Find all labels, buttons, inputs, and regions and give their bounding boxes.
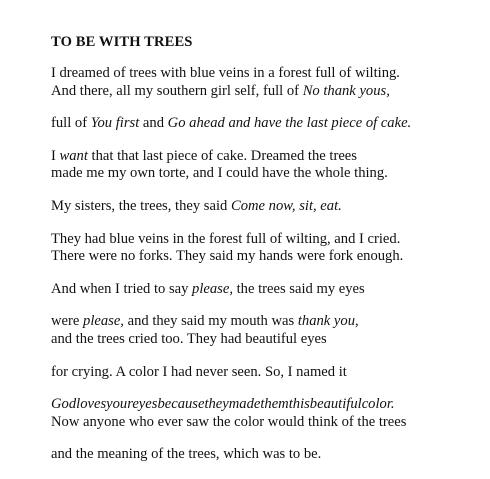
stanza bbox=[51, 364, 481, 382]
text-segment: and the meaning of the trees, which was to be. bbox=[51, 446, 322, 463]
text-segment: were bbox=[51, 313, 84, 330]
poem-line bbox=[51, 65, 481, 83]
text-segment: I dreamed of trees with blue veins in a forest full of wilting. bbox=[51, 65, 400, 81]
text-segment: full of bbox=[51, 115, 91, 132]
stanza bbox=[51, 115, 481, 133]
poem-line bbox=[51, 364, 481, 382]
stanza bbox=[51, 281, 481, 299]
poem-line bbox=[51, 446, 481, 464]
poem-line bbox=[51, 231, 481, 249]
italic-text: Come now, sit, eat. bbox=[230, 197, 342, 214]
text-segment: And when I tried to say bbox=[51, 280, 193, 297]
poem-line bbox=[51, 115, 481, 133]
italic-text: thank you, bbox=[297, 313, 359, 330]
poem-line bbox=[51, 165, 481, 183]
text-segment: and the trees cried too. They had beautiful eyes bbox=[51, 330, 327, 347]
text-segment: Now anyone who ever saw the color would think of the trees bbox=[51, 413, 407, 430]
italic-text: You first bbox=[90, 115, 140, 132]
poem-page bbox=[51, 33, 481, 479]
poem-line bbox=[51, 83, 481, 101]
poem-line bbox=[51, 313, 481, 331]
italic-text: please, bbox=[192, 280, 233, 297]
italic-text: want bbox=[59, 147, 88, 164]
poem-body bbox=[51, 65, 481, 464]
poem-line bbox=[51, 281, 481, 299]
stanza bbox=[51, 65, 481, 100]
text-segment: There were no forks. They said my hands were fork enough. bbox=[51, 248, 404, 265]
text-segment: for crying. A color I had never seen. So, I named it bbox=[51, 363, 347, 380]
poem-line bbox=[51, 198, 481, 216]
poem-line bbox=[51, 148, 481, 166]
italic-text: Go ahead and have the last piece of cake. bbox=[167, 115, 412, 132]
stanza bbox=[51, 198, 481, 216]
text-segment: and bbox=[139, 115, 168, 132]
text-segment: that that last piece of cake. Dreamed the trees bbox=[87, 147, 357, 164]
text-segment: My sisters, the trees, they said bbox=[51, 197, 231, 214]
italic-text: Godlovesyoureyesbecausetheymadethemthisbeautifulcolor. bbox=[51, 396, 395, 413]
poem-line bbox=[51, 248, 481, 266]
poem-line bbox=[51, 331, 481, 349]
text-segment: I bbox=[51, 147, 60, 164]
poem-line bbox=[51, 414, 481, 432]
stanza bbox=[51, 396, 481, 431]
text-segment: made me my own torte, and I could have the whole thing. bbox=[51, 165, 388, 182]
stanza bbox=[51, 231, 481, 266]
text-segment: They had blue veins in the forest full of wilting, and I cried. bbox=[51, 230, 401, 247]
text-segment: the trees said my eyes bbox=[232, 280, 365, 297]
stanza bbox=[51, 148, 481, 183]
italic-text: please, bbox=[83, 313, 124, 330]
stanza bbox=[51, 313, 481, 348]
stanza bbox=[51, 446, 481, 464]
poem-title: TO BE WITH TREES bbox=[51, 34, 193, 50]
text-segment: And there, all my southern girl self, full of bbox=[51, 82, 303, 99]
poem-line bbox=[51, 396, 481, 414]
italic-text: No thank yous, bbox=[302, 82, 390, 99]
text-segment: and they said my mouth was bbox=[123, 313, 298, 330]
